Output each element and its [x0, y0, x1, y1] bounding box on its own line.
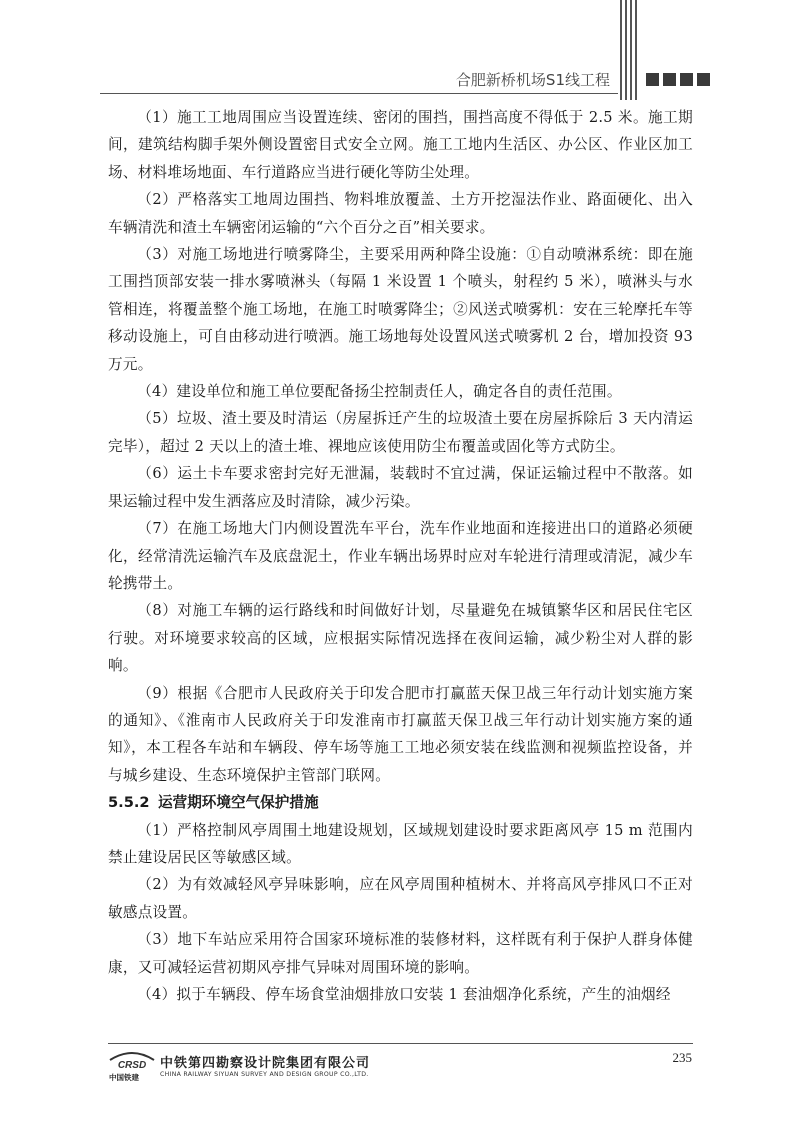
- company-logo: [106, 1048, 158, 1082]
- paragraph-operation-1: （1）严格控制风亭周围土地建设规划，区域规划建设时要求距离风亭 15 m 范围内禁止建设居民区等敏感区域。: [108, 821, 693, 866]
- header-title: 合肥新桥机场S1线工程: [455, 71, 610, 89]
- section-title: 运营期环境空气保护措施: [158, 794, 319, 812]
- paragraph-construction-2: （2）严格落实工地周边围挡、物料堆放覆盖、土方开挖湿法作业、路面硬化、出入车辆清洗和渣土车辆密闭运输的“六个百分之百”相关要求。: [108, 191, 693, 236]
- paragraph-construction-3: （3）对施工场地进行喷雾降尘，主要采用两种降尘设施：①自动喷淋系统：即在施工围挡顶部安装一排水雾喷淋头（每隔 1 米设置 1 个喷头，射程约 5 米），喷淋头与水管相连，将覆盖整个施工场地，在施工时喷雾降尘；②风送式喷雾机：安在三轮摩托车等移动设施上，可自由移动进行喷洒。施工场地每处设置风送式喷雾机 2 台，增加投资 93 万元。: [108, 246, 693, 373]
- document-body: [108, 104, 693, 1008]
- header-square-blocks: [646, 71, 714, 90]
- page-number: 235: [672, 1050, 692, 1065]
- paragraph-construction-6: （6）运土卡车要求密封完好无泄漏，装载时不宜过满，保证运输过程中不散落。如果运输过程中发生洒落应及时清除，减少污染。: [108, 465, 693, 510]
- footer-rule: [108, 1043, 693, 1044]
- paragraph-construction-5: （5）垃圾、渣土要及时清运（房屋拆迁产生的垃圾渣土要在房屋拆除后 3 天内清运完毕），超过 2 天以上的渣土堆、裸地应该使用防尘布覆盖或固化等方式防尘。: [108, 410, 693, 455]
- footer-company-en: CHINA RAILWAY SIYUAN SURVEY AND DESIGN GROUP CO.,LTD.: [160, 1071, 369, 1078]
- paragraph-operation-4: （4）拟于车辆段、停车场食堂油烟排放口安装 1 套油烟净化系统，产生的油烟经: [137, 986, 671, 1003]
- page-header: [0, 0, 793, 100]
- paragraph-construction-1: （1）施工工地周围应当设置连续、密闭的围挡，围挡高度不得低于 2.5 米。施工期间，建筑结构脚手架外侧设置密目式安全立网。施工工地内生活区、办公区、作业区加工场、材料堆场地面、车行道路应当进行硬化等防尘处理。: [108, 109, 693, 181]
- paragraph-construction-9: （9）根据《合肥市人民政府关于印发合肥市打赢蓝天保卫战三年行动计划实施方案的通知》、《淮南市人民政府关于印发淮南市打赢蓝天保卫战三年行动计划实施方案的通知》，本工程各车站和车辆段、停车场等施工工地必须安装在线监测和视频监控设备，并与城乡建设、生态环境保护主管部门联网。: [108, 684, 693, 784]
- paragraph-operation-2: （2）为有效减轻风亭异味影响，应在风亭周围种植树木、并将高风亭排风口不正对敏感点设置。: [108, 876, 693, 921]
- logo-caption: 中国铁建: [109, 1073, 139, 1082]
- paragraph-operation-3: （3）地下车站应采用符合国家环境标准的装修材料，这样既有利于保护人群身体健康，又可减轻运营初期风亭排气异味对周围环境的影响。: [108, 931, 693, 976]
- header-rule: [100, 93, 618, 94]
- paragraph-construction-7: （7）在施工场地大门内侧设置洗车平台，洗车作业地面和连接进出口的道路必须硬化，经常清洗运输汽车及底盘泥土，作业车辆出场界时应对车轮进行清理或清泥，减少车轮携带土。: [108, 520, 693, 592]
- section-heading: [108, 789, 693, 816]
- paragraph-construction-8: （8）对施工车辆的运行路线和时间做好计划，尽量避免在城镇繁华区和居民住宅区行驶。对环境要求较高的区域，应根据实际情况选择在夜间运输，减少粉尘对人群的影响。: [108, 602, 693, 675]
- section-number: 5.5.2: [108, 794, 150, 812]
- footer-company-cn: 中铁第四勘察设计院集团有限公司: [160, 1056, 371, 1071]
- paragraph-construction-4: （4）建设单位和施工单位要配备扬尘控制责任人，确定各自的责任范围。: [137, 383, 622, 401]
- logo-letters: CRSD: [117, 1060, 147, 1071]
- header-vertical-bars: [620, 0, 640, 100]
